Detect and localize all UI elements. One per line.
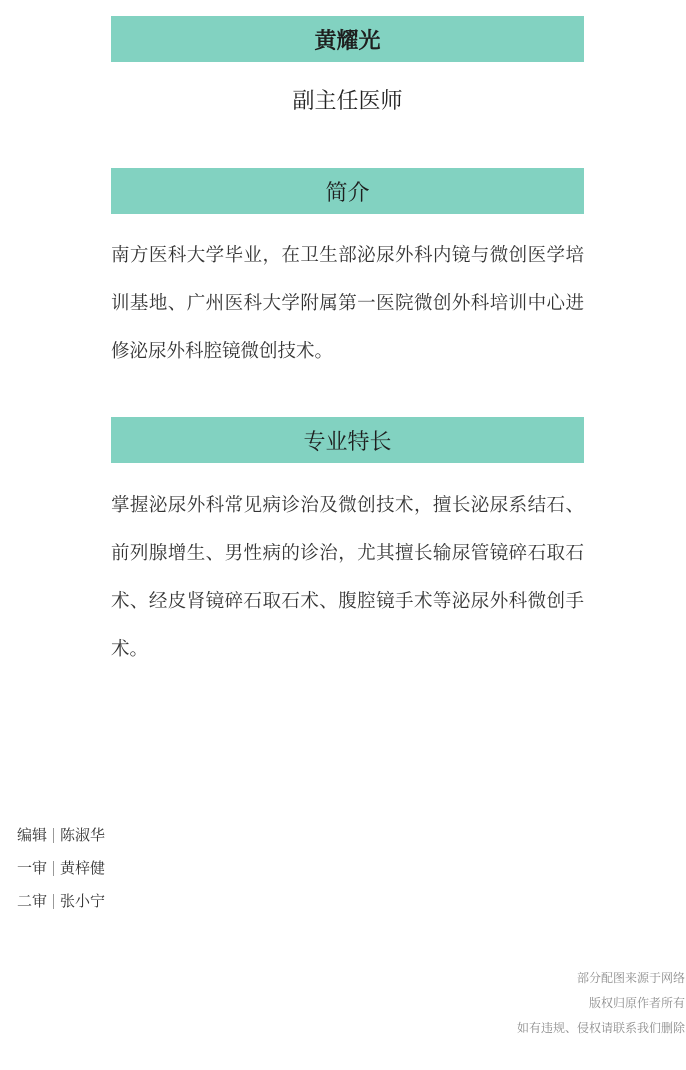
credit-second-review: [17, 885, 105, 918]
notice-line-contact: 如有违规、侵权请联系我们删除: [516, 1021, 685, 1035]
doctor-name: 黄耀光: [314, 28, 381, 54]
credit-editor: [17, 819, 105, 852]
doctor-title: 副主任医师: [292, 89, 403, 114]
credit-person: 黄梓健: [60, 859, 106, 877]
copyright-notice: [517, 966, 685, 1041]
notice-line-copyright: 版权归原作者所有: [588, 996, 685, 1010]
specialty-heading: 专业特长: [303, 429, 392, 455]
intro-paragraph: 南方医科大学毕业，在卫生部泌尿外科内镜与微创医学培训基地、广州医科大学附属第一医院微创外科培训中心进修泌尿外科腔镜微创技术。: [111, 245, 584, 362]
credit-person: 陈淑华: [60, 826, 106, 844]
credit-divider: [53, 894, 54, 909]
credit-first-review: [17, 852, 105, 885]
credit-divider: [53, 861, 54, 876]
doctor-name-banner: [111, 16, 584, 62]
notice-line-image-source: 部分配图来源于网络: [576, 971, 685, 985]
credits-block: [17, 819, 105, 918]
credit-role: 二审: [17, 892, 48, 910]
specialty-paragraph: 掌握泌尿外科常见病诊治及微创技术，擅长泌尿系结石、前列腺增生、男性病的诊治，尤其擅长输尿管镜碎石取石术、经皮肾镜碎石取石术、腹腔镜手术等泌尿外科微创手术。: [111, 495, 584, 660]
intro-heading: 简介: [325, 180, 370, 206]
intro-heading-banner: [111, 168, 584, 214]
credit-role: 一审: [17, 859, 48, 877]
credit-person: 张小宁: [60, 892, 106, 910]
credit-role: 编辑: [17, 826, 48, 844]
specialty-heading-banner: [111, 417, 584, 463]
credit-divider: [53, 828, 54, 843]
